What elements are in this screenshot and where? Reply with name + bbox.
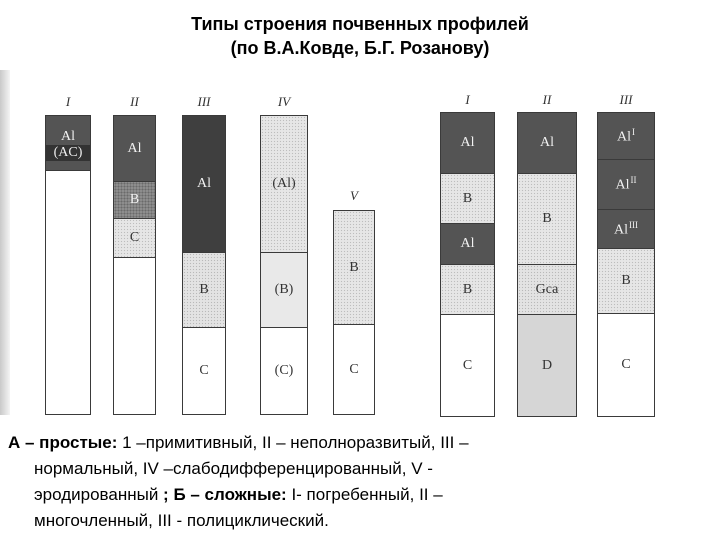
horizon-label: [130, 192, 139, 208]
horizon-superscript: I: [632, 126, 635, 137]
caption-simple-heading: А – простые:: [8, 433, 118, 452]
horizon-layer: [598, 210, 654, 249]
horizon-layer: [261, 328, 307, 414]
group-a-profile-column-4: [260, 115, 308, 415]
horizon-label: [617, 127, 635, 146]
group-a-profile-column-1: [45, 115, 91, 415]
horizon-label: [128, 141, 142, 157]
caption-complex-list: I- погребенный, II –: [286, 485, 443, 504]
group-a-column-4-numeral: IV: [277, 94, 291, 109]
group-b-column-3-numeral: III: [619, 92, 633, 107]
horizon-label-text: B: [349, 259, 359, 275]
horizon-layer: [183, 116, 225, 253]
horizon-label-text: C: [349, 361, 359, 377]
horizon-layer: [441, 224, 494, 265]
group-b-column-1-numeral: I: [465, 92, 470, 107]
horizon-label-text: (Al): [272, 176, 296, 191]
horizon-layer: [46, 116, 90, 171]
horizon-label: [540, 135, 554, 151]
horizon-label: [621, 273, 630, 289]
horizon-label-text: Al: [127, 140, 142, 156]
group-a-column-1-numeral: I: [65, 94, 71, 109]
horizon-layer: [598, 314, 654, 416]
soil-profile-figure: [0, 70, 720, 415]
horizon-layer: [598, 249, 654, 314]
horizon-label: [349, 362, 358, 378]
figure-caption: [8, 430, 714, 534]
horizon-label: [461, 236, 475, 252]
horizon-layer: [114, 116, 155, 182]
caption-separator: ;: [163, 485, 169, 504]
caption-line-2: нормальный, IV –слабодифференцированный, V -: [34, 459, 433, 478]
caption-line-4: многочленный, III - полициклический.: [34, 511, 329, 530]
horizon-label-text: C: [621, 357, 631, 372]
horizon-superscript: III: [629, 219, 638, 230]
horizon-label-text: C: [129, 230, 140, 245]
horizon-label: [616, 175, 637, 194]
group-a-column-3-numeral: III: [197, 94, 211, 109]
horizon-label-text: Gса: [535, 281, 559, 297]
horizon-layer: [334, 325, 374, 414]
caption-line-3: [8, 482, 714, 508]
horizon-label: [275, 363, 294, 379]
group-b-profile-column-2: [517, 112, 577, 417]
horizon-label-text: Al: [460, 135, 475, 150]
horizon-label: [461, 135, 475, 151]
horizon-label: [272, 176, 295, 192]
horizon-label: [197, 176, 211, 192]
horizon-label: [536, 282, 559, 298]
caption-complex-heading: Б – сложные:: [168, 485, 287, 504]
horizon-layer: [261, 253, 307, 328]
horizon-label-text: Al: [540, 135, 554, 150]
horizon-label-text: Al: [614, 222, 628, 238]
horizon-label-text: (B): [274, 282, 294, 297]
horizon-label: [621, 357, 630, 373]
horizon-layer: [183, 328, 225, 414]
horizon-layer: [114, 258, 155, 414]
horizon-label-text: D: [541, 358, 553, 373]
caption-eroded: эродированный: [34, 485, 164, 504]
group-a-profile-column-2: [113, 115, 156, 415]
horizon-layer: [114, 219, 155, 258]
horizon-label: [542, 211, 551, 227]
horizon-label-text: C: [462, 358, 473, 373]
horizon-layer: [183, 253, 225, 328]
group-a-profile-column-3: [182, 115, 226, 415]
horizon-label-text: B: [462, 190, 473, 206]
horizon-label: [463, 282, 472, 298]
horizon-layer: [334, 211, 374, 325]
horizon-label-text: Al: [617, 129, 631, 145]
horizon-label: Al: [61, 129, 75, 144]
horizon-sublabel: (AC): [46, 145, 90, 161]
horizon-layer: [441, 315, 494, 417]
horizon-label: [463, 358, 472, 374]
horizon-label-text: B: [129, 192, 140, 207]
horizon-label-text: C: [199, 363, 209, 378]
horizon-label-text: B: [462, 281, 473, 297]
horizon-label-text: Al: [615, 177, 630, 193]
horizon-label-text: B: [199, 282, 209, 297]
horizon-label: [349, 260, 358, 276]
horizon-superscript: II: [630, 175, 637, 186]
horizon-label-text: B: [621, 273, 631, 288]
title-line-1: Типы строения почвенных профилей: [191, 14, 529, 34]
horizon-label: [199, 363, 208, 379]
horizon-label-text: Al: [197, 176, 211, 191]
horizon-label: [463, 191, 472, 207]
horizon-layer: [518, 113, 576, 174]
horizon-label: [614, 220, 638, 239]
horizon-layer: [46, 171, 90, 414]
horizon-layer: [518, 174, 576, 265]
horizon-layer: [598, 113, 654, 160]
horizon-label: [542, 358, 552, 374]
group-a-column-2-numeral: II: [130, 94, 139, 109]
horizon-label: [130, 230, 139, 246]
title-line-2: (по В.А.Ковде, Б.Г. Розанову): [230, 38, 490, 58]
horizon-label-text: (C): [274, 363, 294, 378]
horizon-layer: [114, 182, 155, 219]
horizon-layer: [441, 174, 494, 224]
group-a-column-5-numeral: V: [350, 188, 358, 203]
horizon-layer: [598, 160, 654, 210]
horizon-layer: [518, 315, 576, 417]
group-a-profile-column-5: [333, 210, 375, 415]
group-b-profile-column-3: [597, 112, 655, 417]
horizon-label-text: B: [542, 211, 552, 226]
horizon-label-text: Al: [460, 236, 475, 251]
horizon-label: [275, 282, 294, 298]
horizon-layer: [441, 113, 494, 174]
horizon-layer: [518, 265, 576, 315]
horizon-layer: [261, 116, 307, 253]
group-b-profile-column-1: [440, 112, 495, 417]
horizon-label: [199, 282, 208, 298]
horizon-layer: [441, 265, 494, 315]
page-title: [0, 12, 720, 60]
caption-line-1: [8, 430, 714, 456]
caption-simple-list: 1 –примитивный, II – неполноразвитый, III –: [117, 433, 469, 452]
group-b-column-2-numeral: II: [542, 92, 552, 107]
